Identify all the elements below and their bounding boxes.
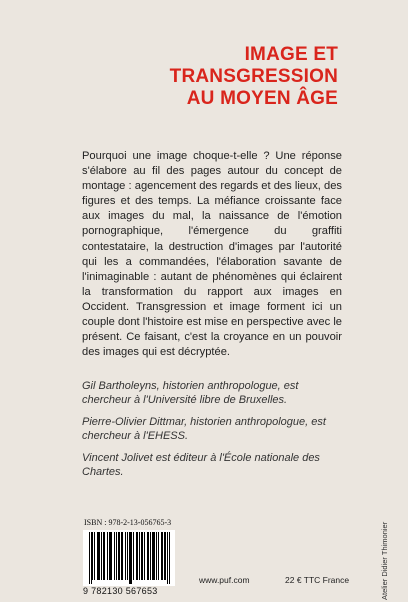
barcode-bar bbox=[165, 532, 166, 580]
barcode-digits: 9 782130 567653 bbox=[83, 586, 158, 596]
barcode-bar bbox=[125, 532, 126, 580]
barcode-bar bbox=[161, 532, 162, 580]
barcode-bar bbox=[98, 532, 99, 580]
barcode-bar bbox=[144, 532, 145, 580]
barcode-bar bbox=[152, 532, 153, 580]
barcode-bar bbox=[97, 532, 98, 580]
barcode-bar bbox=[142, 532, 143, 580]
price-label: 22 € TTC France bbox=[285, 575, 350, 585]
barcode-bar bbox=[131, 532, 132, 584]
barcode-bar bbox=[158, 532, 159, 580]
barcode-bar bbox=[129, 532, 130, 584]
barcode-bar bbox=[137, 532, 138, 580]
barcode-bar bbox=[150, 532, 151, 580]
barcode-bar bbox=[109, 532, 110, 580]
isbn-label: ISBN : 978-2-13-056765-3 bbox=[84, 518, 172, 527]
barcode-bar bbox=[116, 532, 117, 580]
book-title bbox=[170, 44, 338, 110]
barcode-bar bbox=[133, 532, 134, 580]
barcode-bars bbox=[89, 532, 171, 584]
barcode-bar bbox=[114, 532, 115, 580]
back-cover-blurb: Pourquoi une image choque-t-elle ? Une réponse s'élabore au fil des pages autour du concept de montage : agencement des regards et des lieux, des figures et des temps. La méfiance croissante face aux images du mal, la naissance de l'émotion pornographique, l'émergence du graffiti contestataire, la destruction d'images par l'autorité qui les a commandées, l'élaboration savante de l'inimaginable : autant de phénomènes qui éclairent la transformation du rapport aux images en Occident. Transgression et image forment ici un couple dont l'histoire est mise en perspective avec le présent. Ce faisant, c'est la croyance en un pouvoir des images qui est décryptée. bbox=[82, 150, 342, 359]
barcode-bar bbox=[101, 532, 102, 580]
design-credit: Atelier Didier Thimonier bbox=[380, 521, 389, 600]
author-bio-3: Vincent Jolivet est éditeur à l'École nationale des Chartes. bbox=[82, 452, 320, 478]
barcode-bar bbox=[121, 532, 122, 580]
title-line-2: TRANSGRESSION bbox=[169, 66, 338, 87]
barcode-bar bbox=[103, 532, 104, 580]
barcode-bar bbox=[110, 532, 111, 580]
barcode-bar bbox=[164, 532, 165, 580]
author-bio-2: Pierre-Olivier Dittmar, historien anthropologue, est chercheur à l'EHESS. bbox=[82, 416, 326, 442]
barcode-bar bbox=[104, 532, 105, 580]
author-bio-1: Gil Bartholeyns, historien anthropologue, est chercheur à l'Université libre de Bruxelles. bbox=[82, 380, 299, 406]
barcode-bar bbox=[99, 532, 100, 580]
barcode-bar bbox=[111, 532, 112, 580]
barcode-bar bbox=[127, 532, 128, 580]
barcode-bar bbox=[89, 532, 90, 584]
barcode-bar bbox=[130, 532, 131, 584]
barcode-bar bbox=[156, 532, 157, 580]
barcode-bar bbox=[118, 532, 119, 580]
barcode-bar bbox=[119, 532, 120, 580]
barcode-bar bbox=[148, 532, 149, 580]
barcode-bar bbox=[153, 532, 154, 580]
barcode-bar bbox=[141, 532, 142, 580]
barcode-bar bbox=[107, 532, 108, 580]
barcode-bar bbox=[169, 532, 170, 584]
barcode-bar bbox=[92, 532, 93, 580]
title-line-3: AU MOYEN ÂGE bbox=[186, 88, 338, 109]
barcode-bar bbox=[167, 532, 168, 584]
barcode-bar bbox=[122, 532, 123, 580]
barcode-bar bbox=[147, 532, 148, 580]
barcode-bar bbox=[139, 532, 140, 580]
barcode-bar bbox=[94, 532, 95, 580]
barcode-bar bbox=[162, 532, 163, 580]
title-line-1: IMAGE ET bbox=[244, 44, 338, 65]
barcode-bar bbox=[154, 532, 155, 580]
barcode-bar bbox=[136, 532, 137, 580]
publisher-website: www.puf.com bbox=[199, 575, 250, 585]
barcode bbox=[83, 530, 175, 586]
barcode-bar bbox=[91, 532, 92, 584]
